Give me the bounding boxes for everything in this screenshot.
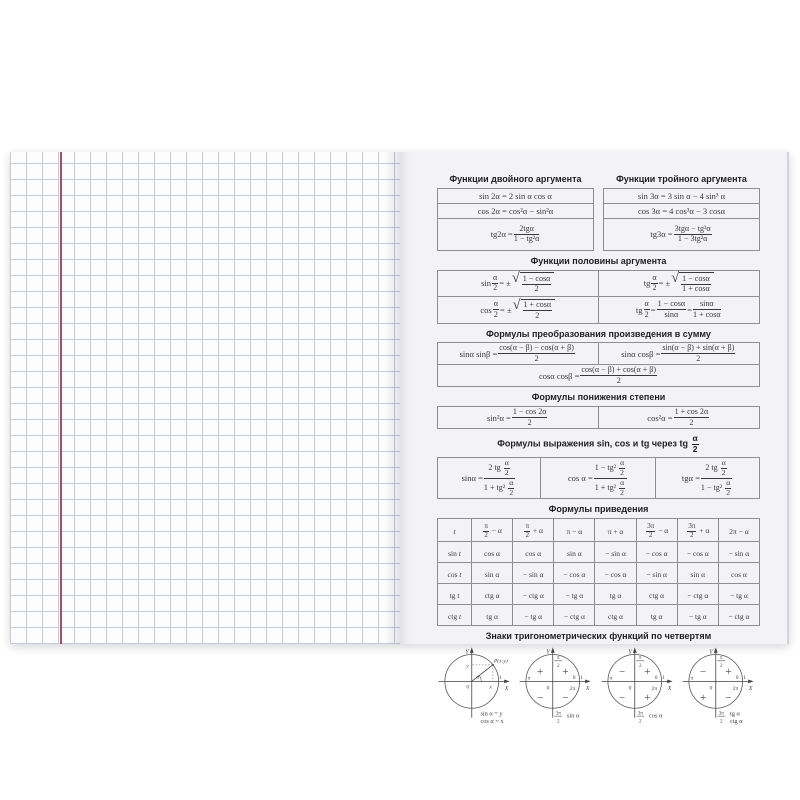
formula-cell: tg $\frac{\alpha}{2}$ = $\frac{1 - \cos\alpha}{\sin\alpha}$ = $\frac{\sin\alpha}{1 + \cos\alpha}$	[635, 299, 721, 319]
svg-text:−: −	[562, 691, 569, 704]
svg-text:X: X	[667, 684, 672, 692]
quadrant-circle-svg	[437, 645, 516, 728]
table-row	[438, 343, 759, 365]
svg-text:+: +	[537, 665, 544, 678]
double-triple-tables	[437, 188, 760, 251]
formula-cell: tgα = 2 tg $\frac{\alpha}{2}$ 1 − tg² $\frac{\alpha}{2}$	[681, 458, 731, 498]
svg-text:π: π	[609, 674, 613, 681]
svg-text:Y: Y	[627, 648, 632, 656]
svg-text:1: 1	[498, 674, 502, 681]
section-title-double-argument: Функции двойного аргумента	[449, 174, 582, 184]
svg-text:α: α	[476, 674, 480, 681]
svg-text:2: 2	[638, 662, 642, 669]
formula-cell: ctg α	[636, 583, 677, 604]
svg-text:π: π	[638, 654, 642, 661]
svg-text:sin α: sin α	[567, 712, 580, 720]
svg-text:ctg α: ctg α	[729, 717, 743, 725]
formula-cell: t	[438, 518, 472, 541]
formula-cell: − ctg α	[554, 604, 595, 625]
svg-text:0: 0	[466, 684, 470, 691]
formula-cell: $\frac{\pi}{2}$ + α	[513, 518, 554, 541]
formula-cell: $\frac{3\pi}{2}$ + α	[677, 518, 718, 541]
svg-text:−: −	[537, 691, 544, 704]
section-title-via-tg-half: Формулы выражения sin, cos и tg через tg $\frac{\alpha}{2}$	[497, 433, 698, 455]
svg-text:3π: 3π	[637, 710, 643, 717]
formula-cell: cos α	[513, 541, 554, 562]
formula-cell: cos α	[718, 562, 759, 583]
formula-cell: tg $\frac{\alpha}{2}$ = ± √ $\frac{1 - \cos\alpha}{1 + \cos\alpha}$	[599, 271, 760, 297]
double-argument-table	[437, 188, 594, 251]
svg-text:Y: Y	[709, 648, 713, 656]
double-triple-headings	[437, 174, 760, 185]
formula-cell: − cos α	[636, 541, 677, 562]
svg-text:−: −	[618, 691, 625, 704]
via-tg-half-table	[437, 457, 760, 499]
svg-text:2π: 2π	[570, 685, 576, 692]
notebook-spread	[10, 152, 789, 725]
formula-cell: − tg α	[513, 604, 554, 625]
svg-text:3π: 3π	[556, 710, 562, 717]
svg-text:1: 1	[661, 674, 665, 681]
section-title-product-to-sum: Формулы преобразования произведения в сумму	[486, 328, 711, 339]
svg-text:π: π	[557, 654, 560, 661]
svg-text:π: π	[527, 674, 531, 681]
formula-cell: cos 3α = 4 cos³α − 3 cosα	[604, 204, 759, 219]
svg-text:tg α: tg α	[729, 709, 740, 717]
formula-cell: − cos α	[595, 562, 636, 583]
svg-text:0: 0	[628, 684, 632, 691]
formula-cell: cos²α = $\frac{1 + \cos 2\alpha}{2}$	[647, 407, 709, 427]
svg-text:cos α: cos α	[648, 712, 662, 720]
quadrant-circle-svg	[518, 645, 597, 728]
svg-text:0: 0	[573, 674, 576, 681]
formula-cell: tg α	[472, 604, 513, 625]
svg-text:2: 2	[719, 662, 723, 669]
formula-cell: sin²α = $\frac{1 - \cos 2\alpha}{2}$	[438, 407, 599, 428]
formula-cell: cos α = 1 − tg² $\frac{\alpha}{2}$ 1 + tg² $\frac{\alpha}{2}$	[541, 458, 656, 498]
svg-text:X: X	[748, 684, 753, 692]
formula-cell: ctg α	[472, 583, 513, 604]
svg-text:y: y	[466, 663, 469, 670]
formula-cell: ctg α	[595, 604, 636, 625]
formula-cell: − sin α	[595, 541, 636, 562]
section-title-quadrant-signs: Знаки тригонометрических функций по четвертям	[485, 630, 712, 641]
svg-text:0: 0	[654, 674, 658, 681]
svg-text:−: −	[699, 665, 707, 678]
svg-text:2: 2	[557, 662, 560, 669]
formula-cell: sinα cosβ = $\frac{\sin(\alpha - \beta) + \sin(\alpha + \beta)}{2}$	[599, 343, 760, 365]
formula-cell: sinα = 2 tg $\frac{\alpha}{2}$ 1 + tg² $\frac{\alpha}{2}$	[438, 458, 541, 498]
svg-text:2π: 2π	[651, 685, 657, 692]
formula-cell: ctg t	[438, 604, 472, 625]
formula-cell: − ctg α	[677, 583, 718, 604]
svg-text:x: x	[489, 684, 492, 691]
svg-text:+: +	[643, 665, 651, 678]
formula-cell: tg α	[636, 604, 677, 625]
formula-cell: − sin α	[513, 562, 554, 583]
svg-text:−: −	[725, 691, 732, 704]
table-row	[438, 518, 760, 541]
formula-cell: cos α	[472, 541, 513, 562]
formula-cell: − cos α	[554, 562, 595, 583]
formula-cell: sin 2α = 2 sin α cos α	[438, 189, 593, 204]
table-row	[438, 541, 760, 562]
formula-cell: sinα sinβ = $\frac{\cos(\alpha - \beta) - \cos(\alpha + \beta)}{2}$	[438, 343, 599, 365]
section-title-half-argument: Функции половины аргумента	[530, 255, 667, 266]
formula-cell: − ctg α	[718, 604, 759, 625]
table-row	[438, 562, 760, 583]
svg-text:+: +	[699, 691, 707, 704]
svg-text:0: 0	[709, 684, 713, 691]
svg-text:P(x;y): P(x;y)	[493, 657, 508, 664]
half-argument-table	[437, 270, 760, 324]
formula-cell: $\frac{3\pi}{2}$ − α	[636, 518, 677, 541]
formula-cell: − tg α	[718, 583, 759, 604]
formula-cell: 2π − α	[718, 518, 759, 541]
formula-cell: sin 3α = 3 sin α − 4 sin³ α	[604, 189, 759, 204]
svg-text:π: π	[690, 674, 694, 681]
formula-cell: cos $\frac{\alpha}{2}$ = ± √ $\frac{1 + \cos\alpha}{2}$	[438, 297, 599, 323]
formula-cell: π + α	[595, 518, 636, 541]
right-page-formula-sheet	[400, 152, 789, 725]
formula-cell: tg2α = $\frac{\text{2tgα}}{\text{1 − tg²α}}$	[490, 223, 540, 244]
formula-cell: − tg α	[677, 604, 718, 625]
svg-text:Y: Y	[465, 648, 469, 656]
svg-text:2: 2	[719, 717, 723, 724]
svg-text:2π: 2π	[732, 685, 739, 692]
quadrant-circle-svg	[681, 645, 760, 728]
formula-cell: − tg α	[554, 583, 595, 604]
svg-text:Y: Y	[546, 648, 551, 656]
svg-text:1: 1	[743, 674, 746, 681]
margin-line	[60, 152, 62, 644]
svg-text:0: 0	[735, 674, 739, 681]
formula-cell: sin α	[554, 541, 595, 562]
svg-text:+: +	[725, 665, 732, 678]
power-reduction-table	[437, 406, 760, 429]
svg-text:sin α = y: sin α = y	[480, 709, 503, 717]
formula-cell: sin $\frac{\alpha}{2}$ = ± √ $\frac{1 - \cos\alpha}{2}$	[438, 271, 599, 297]
formula-cell: tg3α = $\frac{\text{3tgα − tg³α}}{\text{1 − 3tg²α}}$	[650, 223, 711, 244]
left-page-grid-paper	[10, 152, 400, 644]
svg-text:−: −	[618, 665, 625, 678]
formula-cell: tg t	[438, 583, 472, 604]
formula-cell: cosα cosβ = $\frac{\cos(\alpha - \beta) + \cos(\alpha + \beta)}{2}$	[538, 365, 657, 385]
formula-cell: sin α	[677, 562, 718, 583]
formula-cell: sin α	[472, 562, 513, 583]
svg-text:3π: 3π	[718, 710, 724, 717]
svg-text:cos α = x: cos α = x	[480, 717, 504, 725]
formula-cell: $\frac{\pi}{2}$ − α	[472, 518, 513, 541]
svg-text:X: X	[504, 684, 509, 692]
quadrant-circles	[437, 645, 760, 728]
triple-argument-table	[603, 188, 760, 251]
formula-cell: π − α	[554, 518, 595, 541]
section-title-power-reduction: Формулы понижения степени	[531, 392, 666, 403]
svg-text:X: X	[585, 684, 590, 692]
svg-text:+: +	[643, 691, 651, 704]
table-row	[438, 604, 760, 625]
reduction-formulas-table	[437, 518, 760, 626]
formula-cell: tg α	[595, 583, 636, 604]
section-title-reduction-formulas: Формулы приведения	[548, 504, 649, 515]
formula-cell: − sin α	[636, 562, 677, 583]
product-to-sum-table	[437, 342, 760, 387]
svg-text:0: 0	[546, 684, 550, 691]
svg-text:1: 1	[580, 674, 584, 681]
svg-text:2: 2	[557, 717, 560, 724]
svg-text:π: π	[719, 654, 723, 661]
formula-cell: − cos α	[677, 541, 718, 562]
svg-text:2: 2	[638, 717, 642, 724]
formula-cell: cos 2α = cos²α − sin²α	[438, 204, 593, 219]
formula-cell: − sin α	[718, 541, 759, 562]
formula-cell: sin t	[438, 541, 472, 562]
section-title-triple-argument: Функции тройного аргумента	[616, 174, 747, 184]
quadrant-circle-svg	[600, 645, 679, 728]
formula-cell: − ctg α	[513, 583, 554, 604]
table-row	[438, 583, 760, 604]
svg-text:+: +	[562, 665, 569, 678]
formula-cell: cos t	[438, 562, 472, 583]
